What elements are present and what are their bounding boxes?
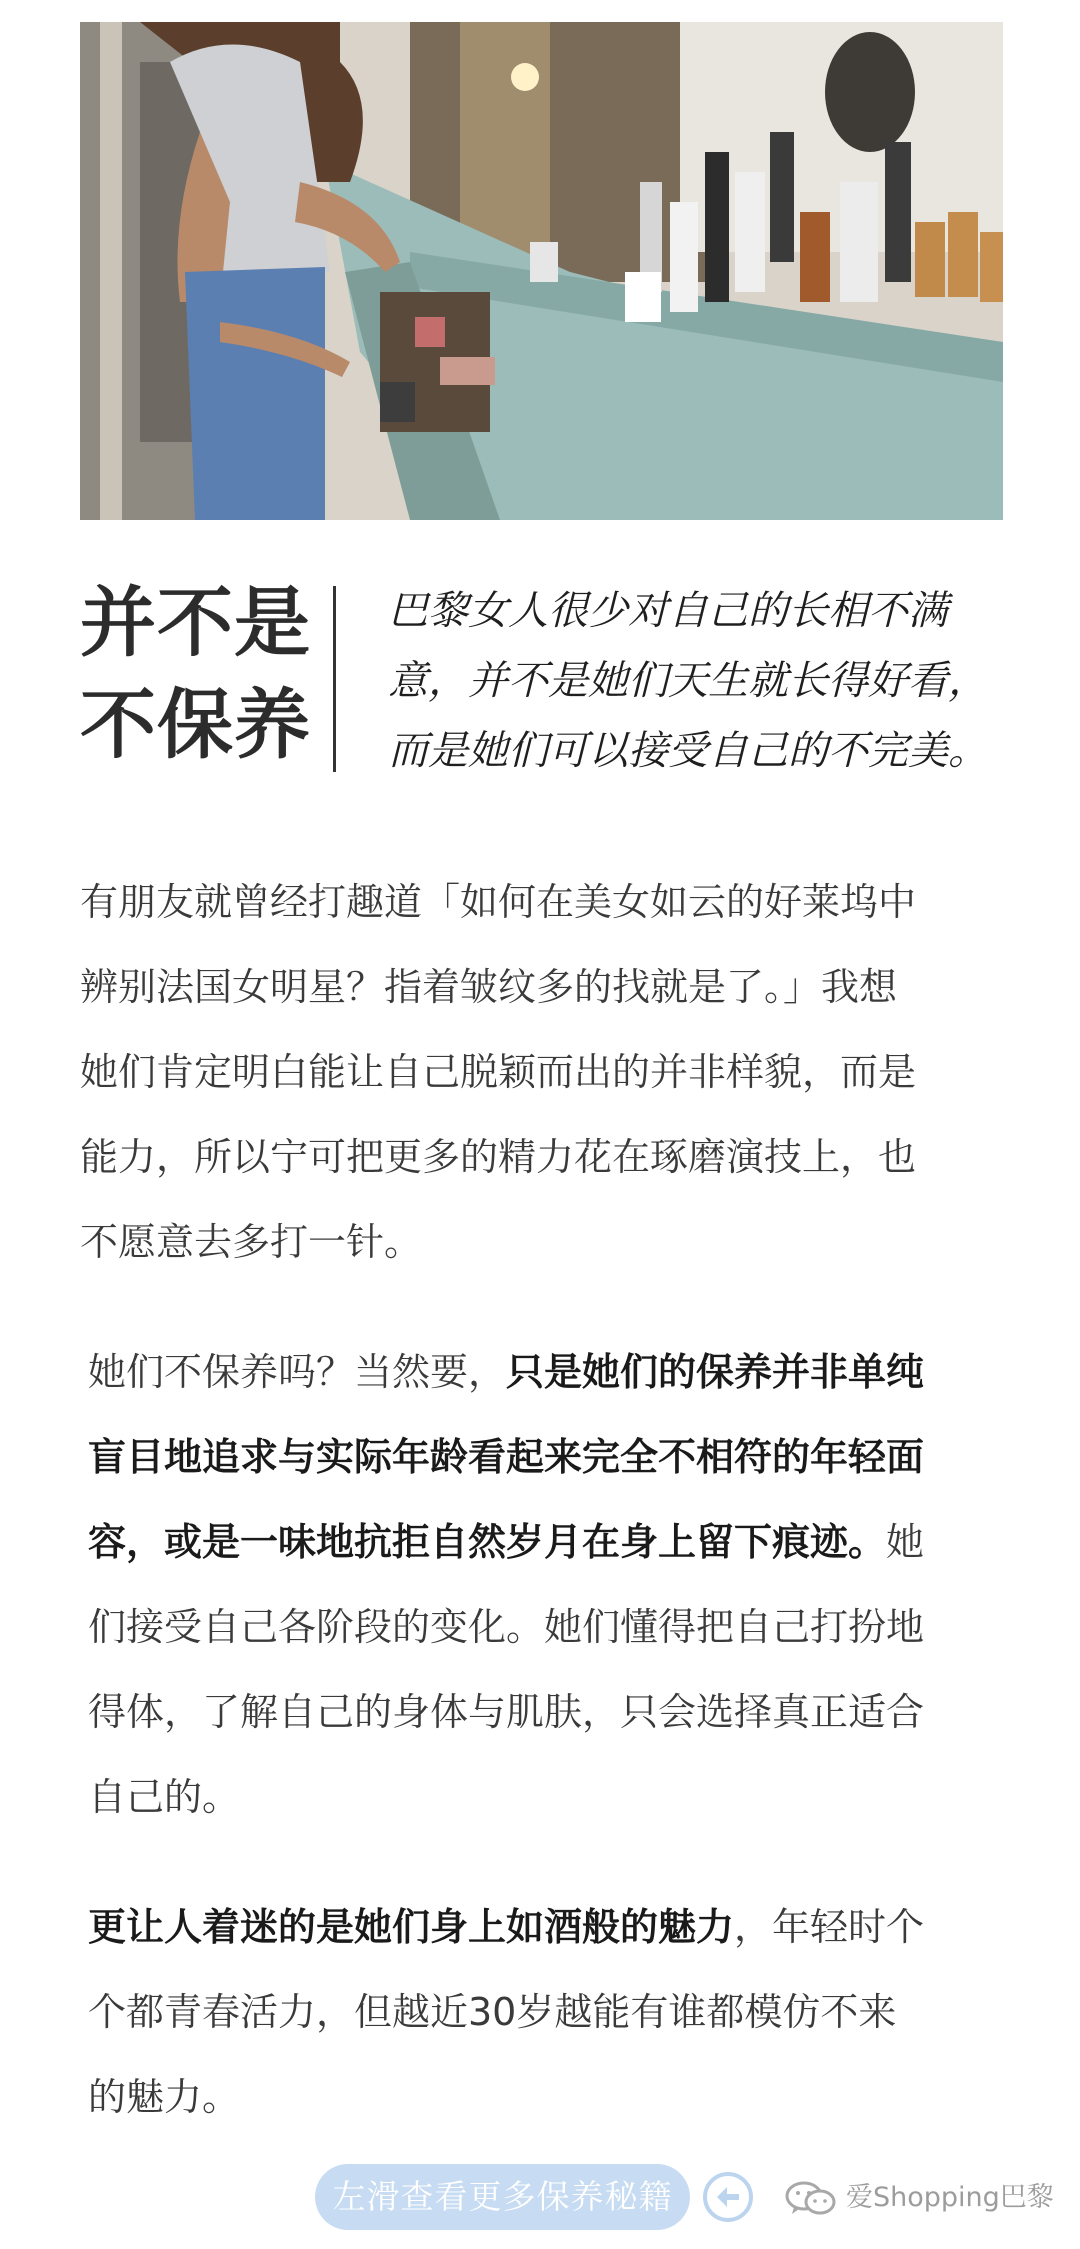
paragraph-line: 她们肯定明白能让自己脱颖而出的并非样貌，而是 — [80, 1050, 917, 1094]
quote-line: 巴黎女人很少对自己的长相不满 — [388, 588, 948, 634]
paragraph-line: 的魅力。 — [88, 2075, 241, 2119]
paragraph-line: 得体，了解自己的身体与肌肤，只会选择真正适合 — [88, 1690, 925, 1734]
paragraph-line: 有朋友就曾经打趣道「如何在美女如云的好莱坞中 — [80, 880, 917, 924]
bold-text: 容，或是一味地抗拒自然岁月在身上留下痕迹。 — [88, 1520, 887, 1564]
paragraph-line: 自己的。 — [88, 1775, 241, 1819]
paragraph-2 — [88, 1330, 1018, 1840]
article-photo — [80, 22, 1003, 520]
paragraph-line — [88, 1415, 1018, 1500]
paragraph-line: 能力，所以宁可把更多的精力花在琢磨演技上，也 — [80, 1135, 917, 1179]
paragraph-1 — [80, 860, 1010, 1285]
section-title — [80, 572, 320, 776]
paragraph-line: 们接受自己各阶段的变化。她们懂得把自己打扮地 — [88, 1605, 925, 1649]
paragraph-3 — [88, 1885, 1018, 2140]
paragraph-line: 辨别法国女明星？指着皱纹多的找就是了。」我想 — [80, 965, 898, 1009]
paragraph-line: 不愿意去多打一针。 — [80, 1220, 423, 1264]
bold-text: 盲目地追求与实际年龄看起来完全不相符的年轻面 — [88, 1435, 925, 1479]
arrow-left-icon[interactable] — [703, 2172, 753, 2222]
section-title-line2: 不保养 — [80, 680, 311, 769]
title-divider — [333, 586, 336, 772]
plain-text: ，年轻时个 — [734, 1905, 925, 1949]
account-name: 爱Shopping巴黎 — [846, 2182, 1054, 2213]
paragraph-line — [88, 1500, 1018, 1585]
handwritten-quote — [388, 576, 1008, 786]
section-title-line1: 并不是 — [80, 578, 311, 667]
swipe-more-button[interactable]: 左滑查看更多保养秘籍 — [315, 2164, 690, 2230]
section-heading — [80, 572, 1003, 792]
bold-text: 更让人着迷的是她们身上如酒般的魅力 — [88, 1905, 735, 1949]
paragraph-line: 个都青春活力，但越近30岁越能有谁都模仿不来 — [88, 1990, 897, 2034]
paragraph-line — [88, 1330, 1018, 1415]
quote-line: 意，并不是她们天生就长得好看， — [388, 658, 988, 704]
quote-line: 而是她们可以接受自己的不完美。 — [388, 728, 988, 774]
plain-text: 她 — [886, 1520, 925, 1564]
plain-text: 她们不保养吗？当然要， — [88, 1350, 507, 1394]
wechat-icon — [784, 2180, 838, 2218]
paragraph-line — [88, 1885, 1018, 1970]
bold-text: 只是她们的保养并非单纯 — [506, 1350, 925, 1394]
